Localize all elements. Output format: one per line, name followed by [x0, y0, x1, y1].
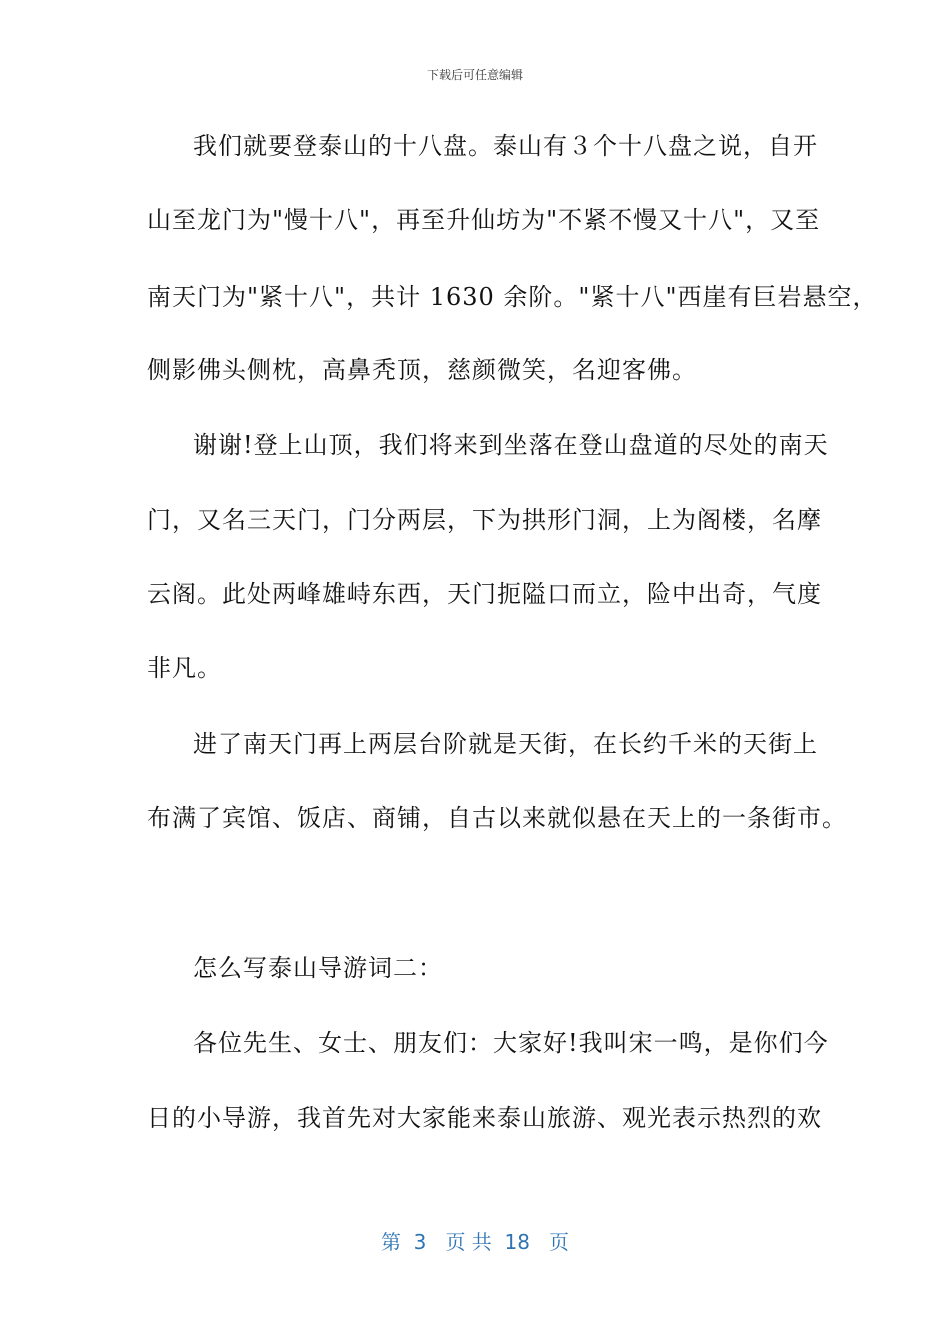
paragraph-5-line-2: 日的小导游，我首先对大家能来泰山旅游、观光表示热烈的欢	[147, 1104, 822, 1132]
section-heading: 怎么写泰山导游词二：	[193, 954, 443, 982]
paragraph-5-line-1: 各位先生、女士、朋友们：大家好!我叫宋一鸣，是你们今	[193, 1029, 829, 1057]
paragraph-1-line-3: 南天门为"紧十八"，共计 1630 余阶。"紧十八"西崖有巨岩悬空，	[147, 283, 878, 311]
page-footer: 第 3 页 共 18 页	[380, 1230, 570, 1254]
paragraph-1-line-1: 我们就要登泰山的十八盘。泰山有３个十八盘之说，自开	[193, 132, 818, 160]
paragraph-3-line-2: 布满了宾馆、饭店、商铺，自古以来就似悬在天上的一条街市。	[147, 804, 847, 832]
paragraph-1-line-4: 侧影佛头侧枕，高鼻秃顶，慈颜微笑，名迎客佛。	[147, 356, 697, 384]
paragraph-2-line-2: 门，又名三天门，门分两层，下为拱形门洞，上为阁楼，名摩	[147, 506, 822, 534]
paragraph-2-line-1: 谢谢!登上山顶，我们将来到坐落在登山盘道的尽处的南天	[193, 431, 829, 459]
paragraph-2-line-4: 非凡。	[147, 654, 222, 682]
page-header: 下载后可任意编辑	[426, 68, 523, 82]
paragraph-3-line-1: 进了南天门再上两层台阶就是天街，在长约千米的天街上	[193, 730, 818, 758]
paragraph-2-line-3: 云阁。此处两峰雄峙东西，天门扼隘口而立，险中出奇，气度	[147, 580, 822, 608]
paragraph-1-line-2: 山至龙门为"慢十八"，再至升仙坊为"不紧不慢又十八"，又至	[147, 206, 821, 234]
